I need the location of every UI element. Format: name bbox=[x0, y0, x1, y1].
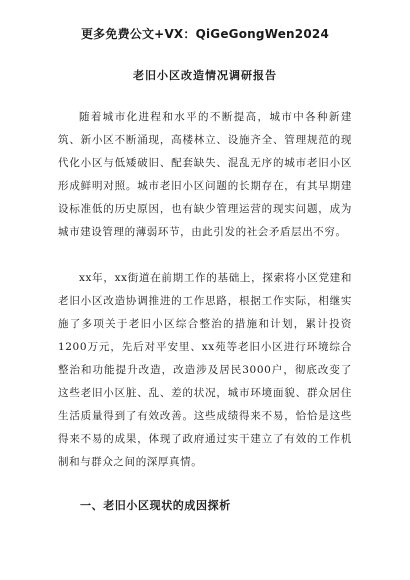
paragraph-work-summary: xx年，xx街道在前期工作的基础上，探索将小区党建和老旧小区改造协调推进的工作思路，根据工作实际，相继实施了多项关于老旧小区综合整治的措施和计划，累计投资1200万元，先后对平安里、xx苑等老旧小区进行环境综合整治和功能提升改造，改造涉及居民3000户，彻底改变了这些老旧小区脏、乱、差的状况，城市环境面貌、群众居住生活质量得到了有效改善。这些成绩得来不易，恰恰是这些得来不易的成果，体现了政府通过实干建立了有效的工作机制和与群众之间的深厚真情。 bbox=[58, 272, 352, 468]
section-heading: 一、老旧小区现状的成因探析 bbox=[80, 499, 231, 512]
paragraph-intro: 随着城市化进程和水平的不断提高，城市中各种新建筑、新小区不断涌现，高楼林立、设施齐全、管理规范的现代化小区与低矮破旧、配套缺失、混乱无序的城市老旧小区形成鲜明对照。城市老旧小区问题的长期存在，有其早期建设标准低的历史原因，也有缺少管理运营的现实问题，成为城市建设管理的薄弱环节，由此引发的社会矛盾层出不穷。 bbox=[58, 111, 352, 238]
document-title: 老旧小区改造情况调研报告 bbox=[133, 69, 277, 82]
header-note: 更多免费公文+VX：QiGeGongWen2024 bbox=[80, 27, 329, 41]
